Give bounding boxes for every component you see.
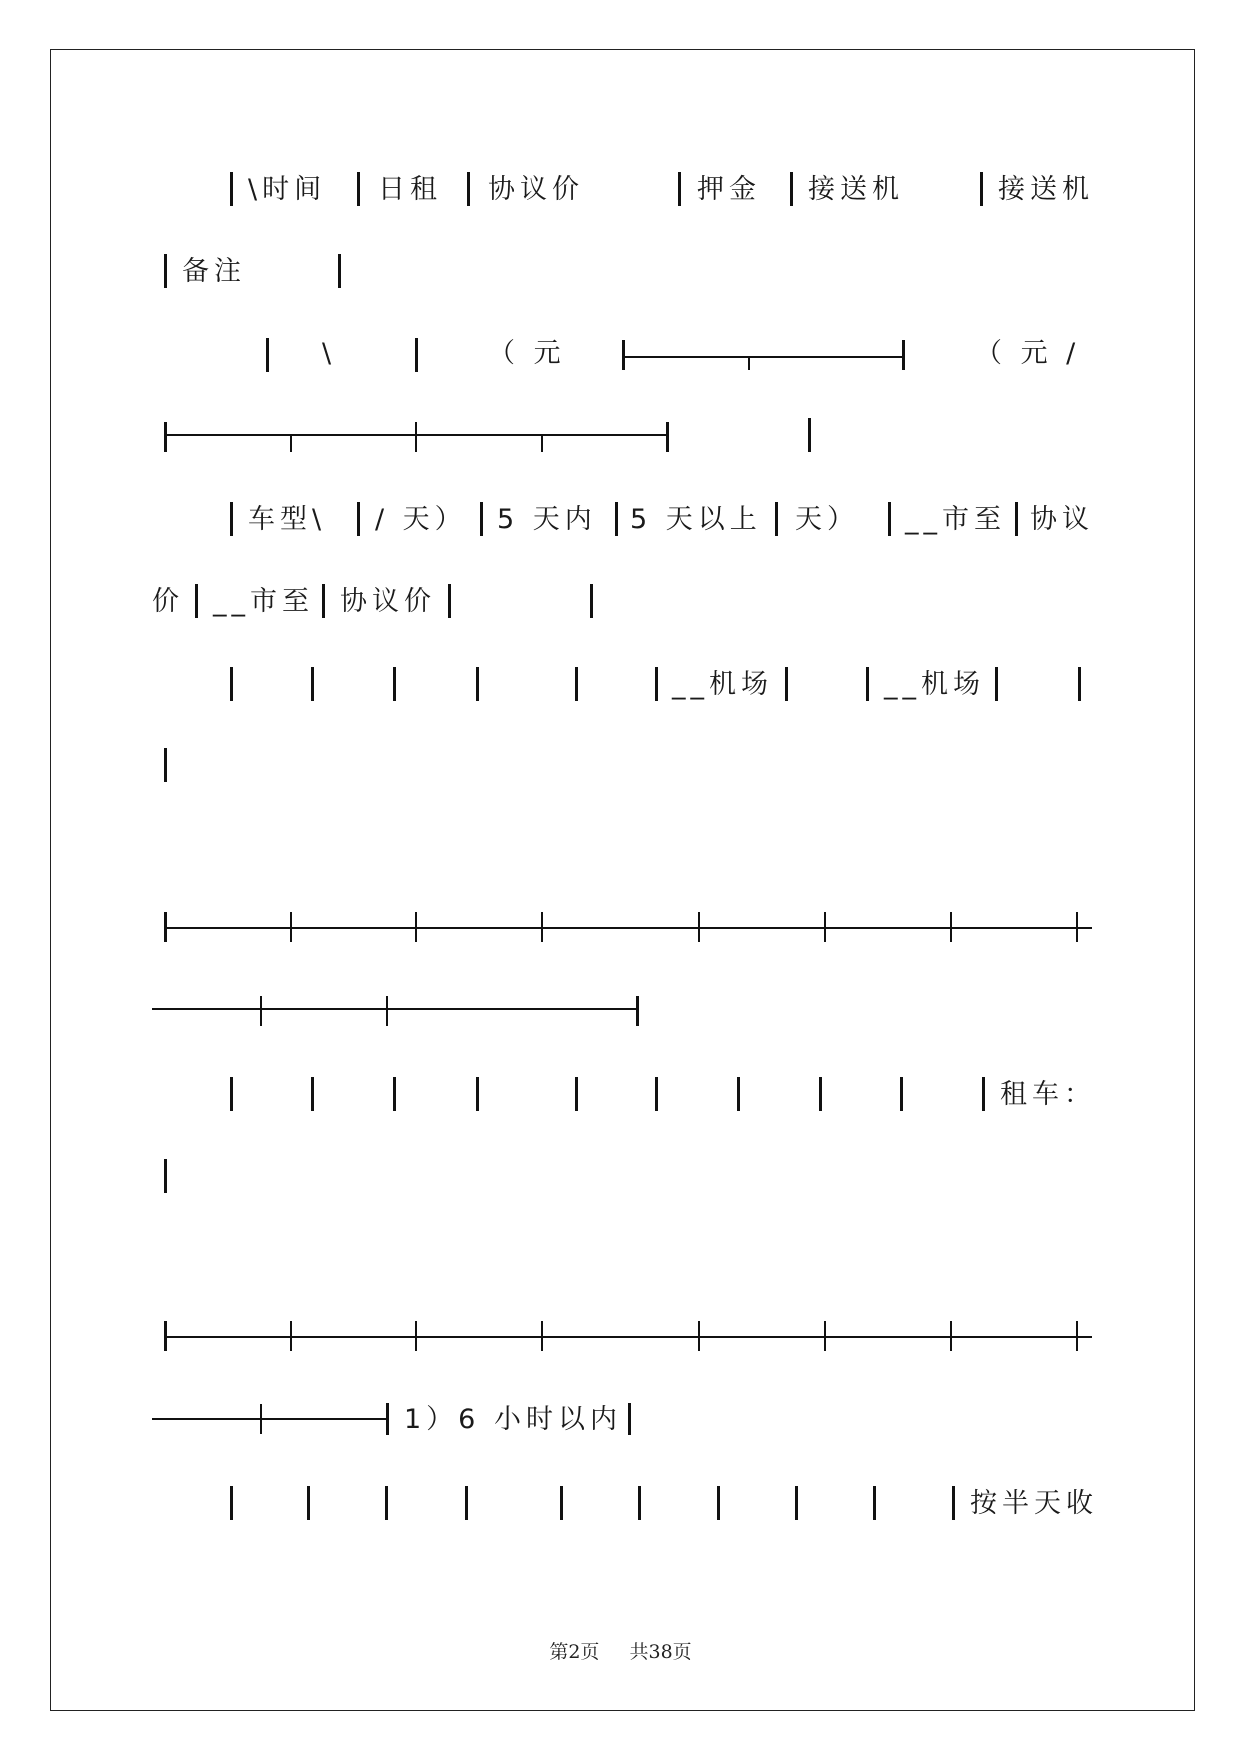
table-border [636, 996, 639, 1026]
table-border [164, 1321, 167, 1351]
table-border [476, 1077, 479, 1111]
table-border [737, 1077, 740, 1111]
table-rule [164, 927, 1092, 929]
table-border [385, 1486, 388, 1520]
table-border [467, 172, 470, 206]
table-border [952, 1486, 955, 1520]
table-border [982, 1077, 985, 1111]
table-border [980, 172, 983, 206]
header-price: 价 [152, 586, 184, 617]
header-city-to-2: __市至 [213, 586, 314, 617]
table-border [590, 584, 593, 618]
table-rule [415, 422, 417, 452]
table-border [415, 338, 418, 372]
table-border [357, 172, 360, 206]
table-border [230, 667, 233, 701]
table-border [560, 1486, 563, 1520]
table-border [164, 254, 167, 288]
table-border [230, 172, 233, 206]
page-total: 共38页 [629, 1641, 692, 1663]
table-rule [260, 996, 262, 1026]
table-border [795, 1486, 798, 1520]
table-border [717, 1486, 720, 1520]
table-border [900, 1077, 903, 1111]
header-airport-transfer-2: 接送机 [998, 174, 1094, 205]
header-negotiated-price: 协议价 [488, 174, 584, 205]
table-border [480, 502, 483, 536]
table-rule [290, 1321, 292, 1351]
table-border [995, 667, 998, 701]
table-border [164, 422, 167, 452]
unit-per-day: / 天） [375, 504, 467, 535]
table-border [476, 667, 479, 701]
table-border [230, 1486, 233, 1520]
table-rule [950, 1321, 952, 1351]
table-rule [1076, 912, 1078, 942]
table-border [307, 1486, 310, 1520]
table-border [873, 1486, 876, 1520]
header-over-5-days: 5 天以上 [630, 504, 762, 535]
table-rule [164, 1336, 1092, 1338]
header-airport-2: __机场 [884, 669, 985, 700]
table-border [1078, 667, 1081, 701]
table-border [322, 584, 325, 618]
table-rule [1076, 1321, 1078, 1351]
table-border [775, 502, 778, 536]
table-rule [152, 1008, 638, 1010]
header-deposit: 押金 [697, 174, 761, 205]
table-rule [541, 912, 543, 942]
header-negotiated: 协议 [1030, 504, 1094, 535]
table-rule [415, 912, 417, 942]
diagonal-mark: \ [322, 338, 337, 369]
table-border [230, 502, 233, 536]
table-border [819, 1077, 822, 1111]
table-border [230, 1077, 233, 1111]
table-border [575, 667, 578, 701]
table-border [655, 667, 658, 701]
header-negotiated-price-2: 协议价 [340, 586, 436, 617]
table-rule [622, 356, 904, 358]
header-daily-rent: 日租 [378, 174, 442, 205]
header-airport-transfer-1: 接送机 [808, 174, 904, 205]
table-rule [290, 434, 292, 452]
table-rule [152, 1418, 388, 1420]
table-border [164, 1159, 167, 1193]
header-within-5-days: 5 天内 [497, 504, 597, 535]
table-border [575, 1077, 578, 1111]
table-border [628, 1403, 631, 1435]
unit-yuan-per: （ 元 / [975, 338, 1081, 369]
table-border [465, 1486, 468, 1520]
table-rule [950, 912, 952, 942]
table-border [888, 502, 891, 536]
table-rule [748, 356, 750, 370]
table-rule [415, 1321, 417, 1351]
unit-yuan-1: （ 元 [488, 338, 566, 369]
table-border [655, 1077, 658, 1111]
table-border [622, 340, 625, 370]
header-airport-1: __机场 [672, 669, 773, 700]
page-footer [0, 1637, 1241, 1664]
header-remarks: 备注 [182, 256, 246, 287]
label-within-6-hours: 1）6 小时以内 [404, 1404, 622, 1435]
page-border [50, 49, 1195, 1711]
header-car-type: 车型\ [248, 504, 327, 535]
unit-day: 天） [795, 504, 859, 535]
table-border [311, 667, 314, 701]
table-border [311, 1077, 314, 1111]
table-rule [698, 1321, 700, 1351]
table-rule [541, 434, 543, 452]
table-border [785, 667, 788, 701]
table-border [902, 340, 905, 370]
table-border [357, 502, 360, 536]
table-border [338, 254, 341, 288]
table-rule [824, 912, 826, 942]
table-border [393, 1077, 396, 1111]
header-city-to: __市至 [905, 504, 1006, 535]
table-border [678, 172, 681, 206]
table-rule [386, 996, 388, 1026]
table-border [195, 584, 198, 618]
table-rule [541, 1321, 543, 1351]
table-rule [260, 1404, 262, 1434]
table-border [386, 1403, 389, 1435]
table-border [790, 172, 793, 206]
label-half-day-charge: 按半天收 [970, 1488, 1098, 1519]
table-border [266, 338, 269, 372]
table-border [164, 748, 167, 782]
table-rule [824, 1321, 826, 1351]
table-border [164, 912, 167, 942]
header-time: \时间 [248, 174, 327, 205]
table-rule [290, 912, 292, 942]
table-border [615, 502, 618, 536]
table-border [1015, 502, 1018, 536]
table-rule [698, 912, 700, 942]
table-border [808, 418, 811, 452]
table-border [448, 584, 451, 618]
table-border [393, 667, 396, 701]
page-number: 第2页 [549, 1641, 600, 1663]
table-border [638, 1486, 641, 1520]
table-border [666, 422, 669, 452]
label-car-rental: 租车： [1000, 1079, 1096, 1110]
table-border [866, 667, 869, 701]
